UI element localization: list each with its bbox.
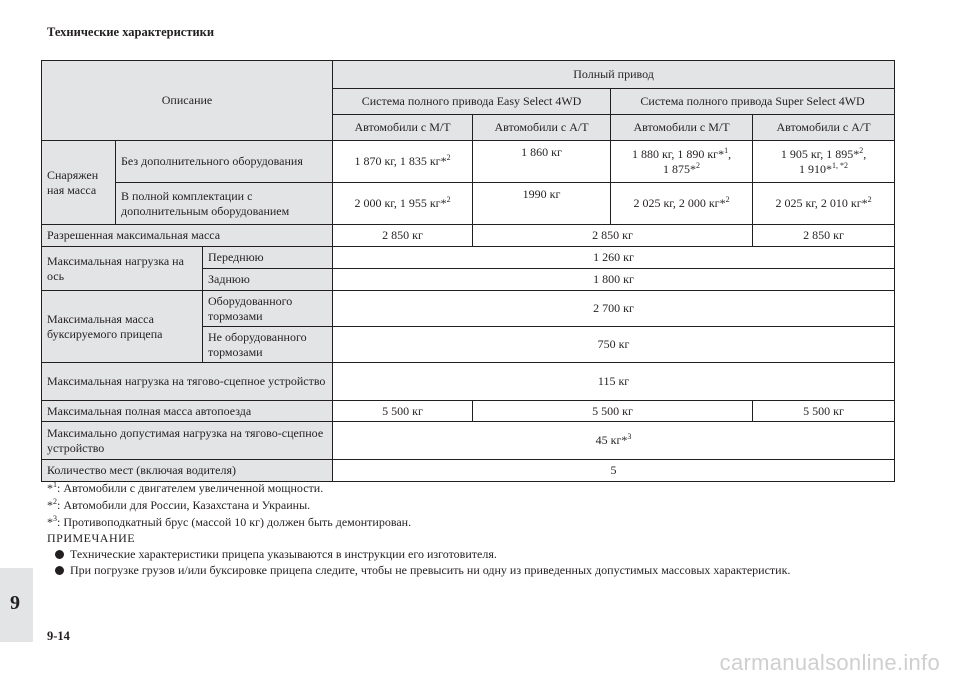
gvw-label: Разрешенная максимальная масса [42, 225, 333, 247]
hitch-load-label: Максимальная нагрузка на тягово-сцепное устройство [42, 363, 333, 401]
table-cell: 2 700 кг [333, 291, 895, 327]
seats-label: Количество мест (включая водителя) [42, 460, 333, 482]
table-cell: 1 905 кг, 1 895*$^2$, 1 910*$^{1, *2}$ [753, 141, 895, 183]
note-item: Технические характеристики прицепа указываются в инструкции его изготовителя. [47, 546, 790, 562]
table-cell: 5 [333, 460, 895, 482]
table-cell: 2 850 кг [333, 225, 473, 247]
page-number: 9-14 [47, 629, 70, 643]
footnotes [47, 480, 411, 531]
footnote-3: *$^3$: Противоподкатный брус (массой 10 кг) должен быть демонтирован. [47, 514, 412, 529]
table-cell: 1 860 кг [473, 141, 611, 183]
full-equip-label: В полной комплектации с дополнительным оборудованием [116, 183, 333, 225]
curb-mass-label: Снаряжен ная масса [42, 141, 116, 225]
hitch-max-label: Максимально допустимая нагрузка на тягово-сцепное устройство [42, 422, 333, 460]
page-header-title: Технические характеристики [47, 25, 215, 39]
col-at-2: Автомобили с А/Т [753, 115, 895, 141]
axle-load-label: Максимальная нагрузка на ось [42, 247, 203, 291]
system-easy-select: Система полного привода Easy Select 4WD [333, 89, 611, 115]
watermark: carmanualsonline.info [719, 650, 940, 675]
description-header: Описание [42, 61, 333, 141]
towed-mass-label: Максимальная масса буксируемого прицепа [42, 291, 203, 363]
table-cell: 2 025 кг, 2 000 кг*$^2$ [611, 183, 753, 225]
col-mt-1: Автомобили с М/Т [333, 115, 473, 141]
footnote-2: *$^2$: Автомобили для России, Казахстана и Украины. [47, 497, 311, 512]
table-cell: 45 кг*$^3$ [333, 422, 895, 460]
spec-table [41, 60, 895, 482]
table-cell: 2 850 кг [753, 225, 895, 247]
bullet-icon [55, 550, 64, 559]
bullet-icon [55, 566, 64, 575]
table-cell: 5 500 кг [473, 401, 753, 422]
footnote-1: *$^1$: Автомобили с двигателем увеличенной мощности. [47, 480, 324, 495]
table-cell: 1 800 кг [333, 269, 895, 291]
system-super-select: Система полного привода Super Select 4WD [611, 89, 895, 115]
rear-axle-label: Заднюю [203, 269, 333, 291]
table-cell: 1990 кг [473, 183, 611, 225]
chapter-number: 9 [10, 592, 20, 614]
notes-heading: ПРИМЕЧАНИЕ [47, 531, 136, 545]
table-cell: 1 870 кг, 1 835 кг*$^2$ [333, 141, 473, 183]
table-cell: 2 000 кг, 1 955 кг*$^2$ [333, 183, 473, 225]
braked-label: Оборудованного тормозами [203, 291, 333, 327]
drive-header: Полный привод [333, 61, 895, 89]
table-cell: 5 500 кг [753, 401, 895, 422]
table-cell: 5 500 кг [333, 401, 473, 422]
table-cell: 115 кг [333, 363, 895, 401]
table-cell: 750 кг [333, 327, 895, 363]
unbraked-label: Не оборудованного тормозами [203, 327, 333, 363]
table-cell: 2 025 кг, 2 010 кг*$^2$ [753, 183, 895, 225]
col-mt-2: Автомобили с М/Т [611, 115, 753, 141]
table-cell: 1 260 кг [333, 247, 895, 269]
no-equip-label: Без дополнительного оборудования [116, 141, 333, 183]
table-cell: 1 880 кг, 1 890 кг*$^1$, 1 875*$^2$ [611, 141, 753, 183]
table-cell: 2 850 кг [473, 225, 753, 247]
front-axle-label: Переднюю [203, 247, 333, 269]
col-at-1: Автомобили с А/Т [473, 115, 611, 141]
notes-section [47, 530, 790, 578]
note-item: При погрузке грузов и/или буксировке прицепа следите, чтобы не превысить ни одну из приведенных допустимых массовых характеристик. [47, 562, 790, 578]
gcw-label: Максимальная полная масса автопоезда [42, 401, 333, 422]
